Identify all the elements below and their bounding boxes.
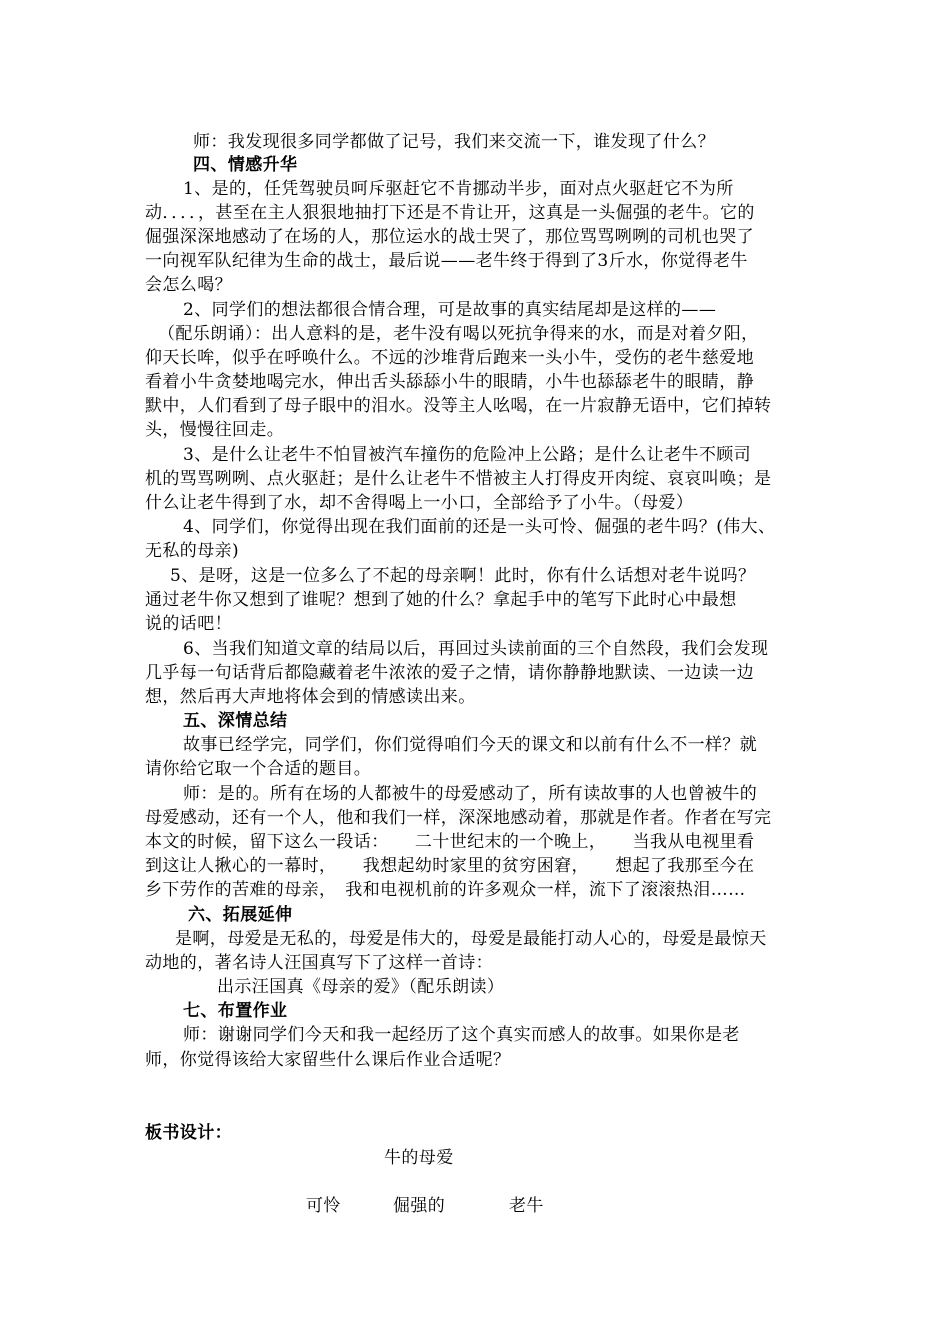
text-line: 动地的，著名诗人汪国真写下了这样一首诗： [145,953,493,973]
text-line: 母爱感动，还有一个人，他和我们一样，深深地感动着，那就是作者。作者在写完 [145,808,772,828]
text-line: 什么让老牛得到了水，却不舍得喝上一小口，全部给予了小牛。（母爱） [145,493,694,513]
board-word: 倔强的 [393,1196,446,1216]
text-line: 本文的时候，留下这么一段话： 二十世纪末的一个晚上， 当我从电视里看 [145,832,755,852]
text-line: 师：是的。所有在场的人都被牛的母爱感动了，所有读故事的人也曾被牛的 [183,784,758,804]
text-line: 3、是什么让老牛不怕冒被汽车撞伤的危险冲上公路；是什么让老牛不顾司 [183,445,752,465]
board-design-heading: 板书设计： [145,1123,232,1143]
text-line: 出示汪国真《母亲的爱》（配乐朗读） [217,977,505,997]
text-line: 几乎每一句话背后都隐藏着老牛浓浓的爱子之情，请你静静地默读、一边读一边 [145,663,754,683]
text-line: 倔强深深地感动了在场的人，那位运水的战士哭了，那位骂骂咧咧的司机也哭了 [145,227,754,247]
section-heading: 五、深情总结 [183,711,288,731]
section-heading: 六、拓展延伸 [188,905,293,925]
text-line: 6、当我们知道文章的结局以后，再回过头读前面的三个自然段，我们会发现 [183,639,769,659]
text-line: 师：谢谢同学们今天和我一起经历了这个真实而感人的故事。如果你是老 [183,1025,740,1045]
text-line: 1、是的，任凭驾驶员呵斥驱赶它不肯挪动半步，面对点火驱赶它不为所 [183,179,734,199]
text-line: （配乐朗诵）：出人意料的是，老牛没有喝以死抗争得来的水，而是对着夕阳， [158,324,759,344]
text-line: 说的话吧！ [145,614,232,634]
text-line: 师，你觉得该给大家留些什么课后作业合适呢？ [145,1050,511,1070]
text-line: 通过老牛你又想到了谁呢？想到了她的什么？拿起手中的笔写下此时心中最想 [145,590,737,610]
text-line: 师：我发现很多同学都做了记号，我们来交流一下，谁发现了什么？ [193,132,715,152]
board-word: 老牛 [509,1196,544,1216]
text-line: 看着小牛贪婪地喝完水，伸出舌头舔舔小牛的眼睛，小牛也舔舔老牛的眼睛，静 [145,372,754,392]
text-line: 请你给它取一个合适的题目。 [145,759,372,779]
board-title: 牛的母爱 [384,1148,454,1168]
text-line: 乡下劳作的苦难的母亲， 我和电视机前的许多观众一样，流下了滚滚热泪…… [145,880,746,900]
text-line: 机的骂骂咧咧、点火驱赶；是什么让老牛不惜被主人打得皮开肉绽、哀哀叫唤；是 [145,469,772,489]
text-line: 无私的母亲) [145,541,240,561]
text-line: 5、是呀，这是一位多么了不起的母亲啊！此时，你有什么话想对老牛说吗？ [170,566,756,586]
text-line: 默中，人们看到了母子眼中的泪水。没等主人吆喝，在一片寂静无语中，它们掉转 [145,396,772,416]
text-line: 仰天长哞，似乎在呼唤什么。不远的沙堆背后跑来一头小牛，受伤的老牛慈爱地 [145,348,754,368]
text-line: 4、同学们，你觉得出现在我们面前的还是一头可怜、倔强的老牛吗？(伟大、 [183,517,776,537]
text-line: 2、同学们的想法都很合情合理，可是故事的真实结尾却是这样的—— [183,300,717,320]
section-heading: 四、情感升华 [193,155,298,175]
text-line: 头，慢慢往回走。 [145,420,285,440]
text-line: 是啊，母爱是无私的，母爱是伟大的，母爱是最能打动人心的，母爱是最惊天 [175,929,767,949]
text-line: 故事已经学完，同学们，你们觉得咱们今天的课文和以前有什么不一样？就 [183,735,758,755]
text-line: 想，然后再大声地将体会到的情感读出来。 [145,687,476,707]
text-line: 一向视军队纪律为生命的战士，最后说——老牛终于得到了3斤水，你觉得老牛 [145,251,748,271]
text-line: 到这让人揪心的一幕时， 我想起幼时家里的贫穷困窘， 想起了我那至今在 [145,856,755,876]
text-line: 会怎么喝？ [145,275,232,295]
board-word: 可怜 [306,1196,341,1216]
section-heading: 七、布置作业 [183,1001,288,1021]
text-line: 动．．．．，甚至在主人狠狠地抽打下还是不肯让开，这真是一头倔强的老牛。它的 [145,203,755,223]
